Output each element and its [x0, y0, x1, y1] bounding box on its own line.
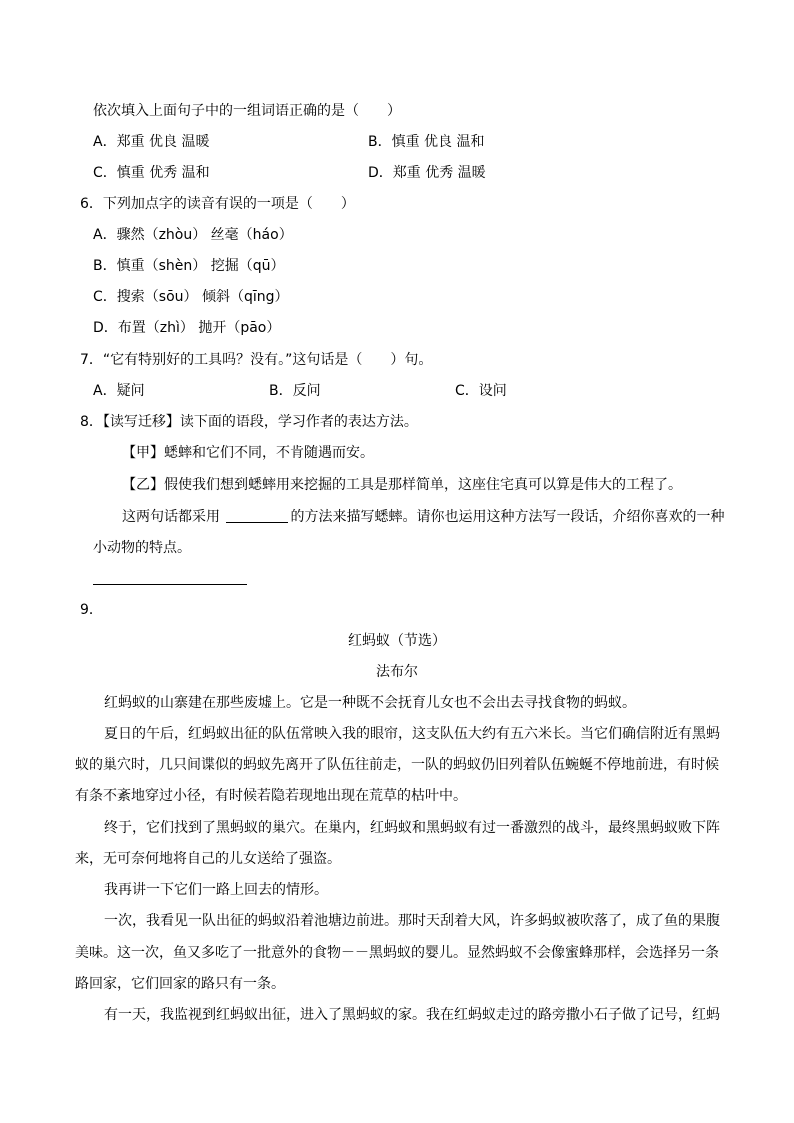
q8-answer-line[interactable]	[93, 584, 247, 585]
q8-sentence-yi: 【乙】假使我们想到蟋蟀用来挖掘的工具是那样简单，这座住宅真可以算是伟大的工程了。	[122, 477, 682, 493]
q9-paragraph-line: 红蚂蚁的山寨建在那些废墟上。它是一种既不会抚育儿女也不会出去寻找食物的蚂蚁。	[104, 695, 636, 711]
q8-fill-blank[interactable]	[226, 508, 288, 523]
q8-prompt	[122, 507, 724, 527]
q8-prompt-after: 的方法来描写蟋蟀。请你也运用这种方法写一段话，介绍你喜欢的一种	[290, 509, 725, 525]
q9-paragraph-line: 一次，我看见一队出征的蚂蚁沿着池塘边前进。那时天刮着大风，许多蚂蚁被吹落了，成了鱼的果腹	[104, 913, 720, 929]
q5-option-a: A．郑重 优良 温暖	[93, 134, 210, 150]
q9-paragraph-line: 路回家，它们回家的路只有一条。	[75, 976, 285, 992]
q6-option-a: A．骤然（zhòu） 丝毫（háo）	[93, 227, 293, 243]
q6-stem: 6．下列加点字的读音有误的一项是（ ）	[80, 196, 355, 212]
q8-stem: 8．【读写迁移】读下面的语段，学习作者的表达方法。	[80, 414, 418, 430]
q5-option-c: C．慎重 优秀 温和	[93, 165, 210, 181]
q9-paragraph-line: 美味。这一次，鱼又多吃了一批意外的食物－－黑蚂蚁的婴儿。显然蚂蚁不会像蜜蜂那样，会选择另一条	[75, 945, 719, 961]
q9-paragraph-line: 夏日的午后，红蚂蚁出征的队伍常映入我的眼帘，这支队伍大约有五六米长。当它们确信附近有黑蚂	[104, 726, 720, 742]
q6-option-b: B．慎重（shèn） 挖掘（qū）	[93, 258, 285, 274]
q6-option-d: D．布置（zhì） 抛开（pāo）	[93, 320, 281, 336]
q6-option-c: C．搜索（sōu） 倾斜（qīng）	[93, 289, 289, 305]
q7-option-c: C．设问	[455, 383, 507, 399]
q9-paragraph-line: 来，无可奈何地将自己的儿女送给了强盗。	[75, 851, 341, 867]
q7-option-a: A．疑问	[93, 383, 145, 399]
q9-title: 红蚂蚁（节选）	[348, 633, 446, 649]
q9-number: 9．	[80, 602, 103, 618]
q9-paragraph-line: 终于，它们找到了黑蚂蚁的巢穴。在巢内，红蚂蚁和黑蚂蚁有过一番激烈的战斗，最终黑蚂蚁败下阵	[104, 820, 720, 836]
q9-paragraph-line: 蚁的巢穴时，几只间谍似的蚂蚁先离开了队伍往前走，一队的蚂蚁仍旧列着队伍蜿蜒不停地前进，有时候	[75, 757, 719, 773]
q5-option-b: B．慎重 优良 温和	[368, 134, 485, 150]
q9-paragraph-line: 有一天，我监视到红蚂蚁出征，进入了黑蚂蚁的家。我在红蚂蚁走过的路旁撒小石子做了记号，红蚂	[104, 1007, 720, 1023]
q9-paragraph-line: 有条不紊地穿过小径，有时候若隐若现地出现在荒草的枯叶中。	[75, 788, 467, 804]
q7-stem: 7．“它有特别好的工具吗？没有。”这句话是（ ）句。	[80, 352, 433, 368]
q7-option-b: B．反问	[269, 383, 321, 399]
q8-sentence-jia: 【甲】蟋蟀和它们不同，不肯随遇而安。	[122, 445, 374, 461]
q5-stem: 依次填入上面句子中的一组词语正确的是（ ）	[93, 103, 401, 119]
q8-prompt-line2: 小动物的特点。	[93, 540, 191, 556]
q9-author: 法布尔	[376, 664, 418, 680]
q5-option-d: D．郑重 优秀 温暖	[368, 165, 486, 181]
q9-paragraph-line: 我再讲一下它们一路上回去的情形。	[104, 882, 328, 898]
q8-prompt-before: 这两句话都采用	[122, 509, 225, 525]
